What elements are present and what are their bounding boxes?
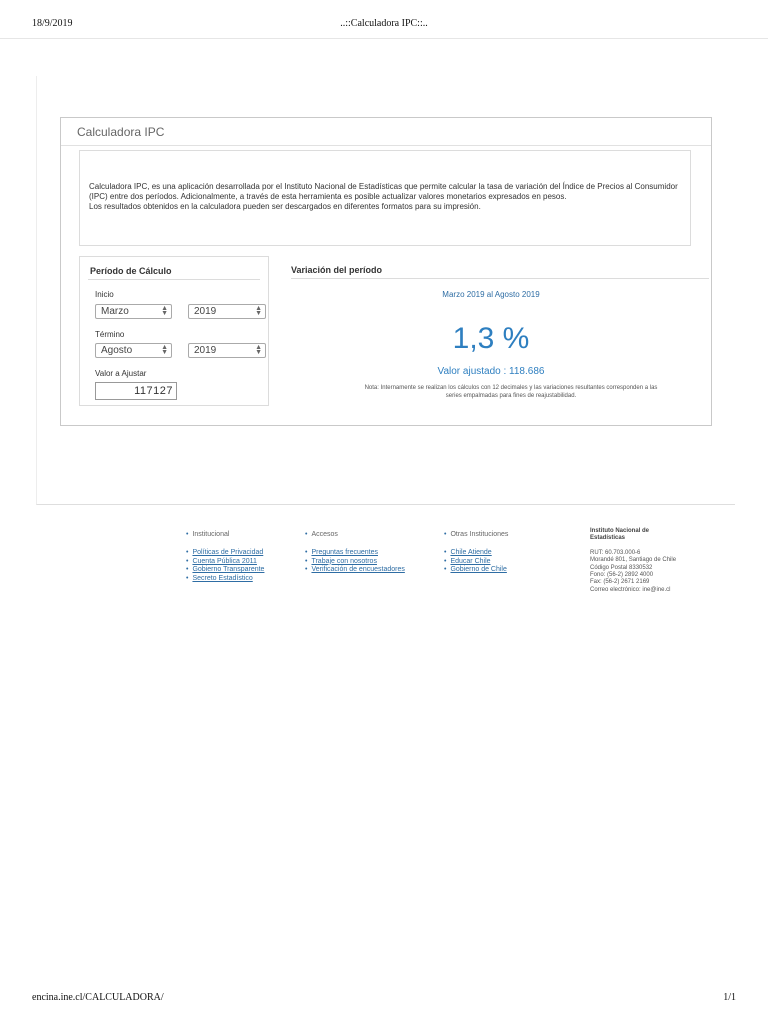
footer-list-item bbox=[444, 566, 507, 575]
footer-link-chile-atiende[interactable]: Chile Atiende bbox=[450, 549, 492, 556]
start-month-select[interactable] bbox=[95, 304, 172, 319]
period-title-divider bbox=[88, 279, 260, 280]
bullet-dot-icon: • bbox=[186, 575, 189, 583]
footer-link-educar-chile[interactable]: Educar Chile bbox=[450, 557, 491, 565]
panel-title: Calculadora IPC bbox=[77, 125, 165, 139]
footer-link-cuenta-publica[interactable]: Cuenta Pública 2011 bbox=[192, 557, 257, 565]
footer-col-title: • Accesos bbox=[305, 531, 338, 538]
print-page-title: ..::Calculadora IPC::.. bbox=[340, 18, 428, 29]
updown-arrows-icon: ▲ ▼ bbox=[161, 344, 168, 356]
bullet-dot-icon: • bbox=[305, 549, 308, 556]
intro-box bbox=[79, 150, 691, 246]
result-period: Marzo 2019 al Agosto 2019 bbox=[442, 290, 540, 299]
footer-col-title: • Institucional bbox=[186, 531, 230, 538]
footer-list-item bbox=[186, 575, 264, 584]
bullet-dot-icon: • bbox=[305, 557, 308, 565]
bullet-dot-icon: • bbox=[186, 549, 189, 556]
bullet-dot-icon: • bbox=[186, 531, 189, 538]
print-date: 18/9/2019 bbox=[32, 18, 73, 29]
bullet-dot-icon: • bbox=[444, 557, 447, 565]
ine-contact-info bbox=[590, 528, 676, 594]
result-area bbox=[291, 256, 691, 406]
print-header bbox=[32, 18, 736, 32]
start-year-select[interactable] bbox=[188, 304, 266, 319]
result-percent: 1,3 % bbox=[452, 322, 530, 355]
footer-list-item bbox=[444, 549, 507, 558]
ine-name: Instituto Nacional de Estadísticas bbox=[590, 528, 650, 542]
bullet-dot-icon: • bbox=[444, 566, 447, 574]
bullet-dot-icon: • bbox=[305, 566, 308, 574]
footer-link-privacidad[interactable]: Políticas de Privacidad bbox=[192, 549, 264, 556]
footer-list-item bbox=[444, 558, 507, 567]
end-label: Término bbox=[95, 330, 125, 339]
print-footer bbox=[32, 992, 736, 1006]
end-year-select[interactable] bbox=[188, 343, 266, 358]
footer-link-list bbox=[444, 549, 507, 575]
intro-paragraph: Calculadora IPC, es una aplicación desarrollada por el Instituto Nacional de Estadísticas que permite calcular la tasa de variación del Índice de Precios al Consumidor (IPC) entre dos períodos. Adicionalmente, a través de esta herramienta es posible actualizar valores monetarios expresados en pesos. bbox=[89, 182, 678, 201]
footer-link-verificacion[interactable]: Verificación de encuestadores bbox=[311, 566, 405, 574]
footer-link-list bbox=[186, 549, 264, 584]
footer-link-preguntas[interactable]: Preguntas frecuentes bbox=[311, 549, 378, 556]
bullet-dot-icon: • bbox=[444, 549, 447, 556]
updown-arrows-icon: ▲ ▼ bbox=[255, 305, 262, 317]
panel-title-divider bbox=[61, 145, 711, 146]
footer-list-item bbox=[186, 549, 264, 558]
end-year-value: 2019 bbox=[194, 345, 217, 356]
header-divider bbox=[0, 38, 768, 39]
period-box bbox=[79, 256, 269, 406]
footer-link-secreto-estadistico[interactable]: Secreto Estadístico bbox=[192, 575, 253, 583]
footer-list-item bbox=[305, 549, 405, 558]
bullet-dot-icon: • bbox=[186, 566, 189, 574]
ine-phone: Fono: (56-2) 2892 4000 bbox=[590, 572, 654, 579]
updown-arrows-icon: ▲ ▼ bbox=[161, 305, 168, 317]
end-month-value: Agosto bbox=[101, 345, 133, 356]
footer-list-item bbox=[186, 566, 264, 575]
updown-arrows-icon: ▲ ▼ bbox=[255, 344, 262, 356]
print-url: encina.ine.cl/CALCULADORA/ bbox=[32, 992, 164, 1003]
result-title: Variación del período bbox=[291, 265, 383, 275]
result-note: Nota: Internamente se realizan los cálculos con 12 decimales y las variaciones resultantes corresponden a las series empalmadas para fines de reajustabilidad. bbox=[364, 385, 658, 399]
calculator-panel bbox=[60, 117, 712, 426]
footer-list-item bbox=[305, 566, 405, 575]
footer-list-item bbox=[305, 558, 405, 567]
adjusted-value: Valor ajustado : 118.686 bbox=[437, 366, 545, 377]
footer-list-item bbox=[186, 558, 264, 567]
end-month-select[interactable] bbox=[95, 343, 172, 358]
bullet-dot-icon: • bbox=[305, 531, 308, 538]
amount-input[interactable]: 117127 bbox=[95, 382, 177, 400]
result-title-divider bbox=[291, 278, 709, 279]
intro-paragraph-downloads: Los resultados obtenidos en la calculadora pueden ser descargados en diferentes formatos para su impresión. bbox=[89, 202, 481, 211]
bullet-dot-icon: • bbox=[444, 531, 447, 538]
start-year-value: 2019 bbox=[194, 306, 217, 317]
period-title: Período de Cálculo bbox=[90, 266, 172, 276]
ine-rut: RUT: 60.703.000-6 bbox=[590, 549, 641, 556]
footer-link-list bbox=[305, 549, 405, 575]
print-page-number: 1/1 bbox=[723, 992, 736, 1003]
footer-link-gobierno-transparente[interactable]: Gobierno Transparente bbox=[192, 566, 265, 574]
footer-link-gobierno-chile[interactable]: Gobierno de Chile bbox=[450, 566, 507, 574]
ine-fax: Fax: (56-2) 2671 2169 bbox=[590, 579, 650, 586]
amount-label: Valor a Ajustar bbox=[95, 369, 147, 378]
footer-link-trabaje[interactable]: Trabaje con nosotros bbox=[311, 557, 377, 565]
start-label: Inicio bbox=[95, 290, 114, 299]
ine-email: Correo electrónico: ine@ine.cl bbox=[590, 586, 671, 593]
ine-address: Morandé 801, Santiago de Chile bbox=[590, 557, 677, 564]
spacer bbox=[590, 543, 676, 550]
footer-col-title: • Otras Instituciones bbox=[444, 531, 509, 538]
start-month-value: Marzo bbox=[101, 306, 129, 317]
bullet-dot-icon: • bbox=[186, 557, 189, 565]
ine-postal: Código Postal 8330532 bbox=[590, 564, 653, 571]
